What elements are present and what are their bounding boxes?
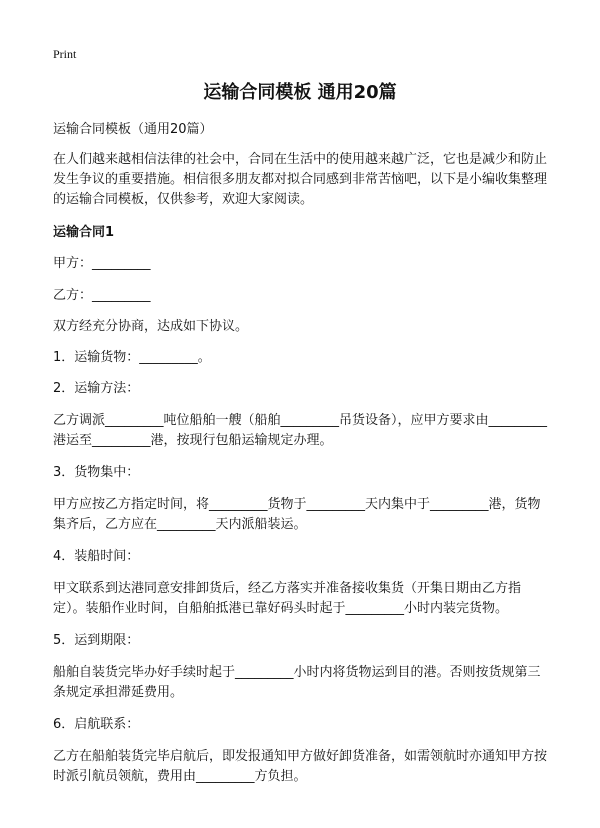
clause-6-title: 6．启航联系： <box>53 717 140 732</box>
page-title: 运输合同模板 通用20篇 <box>203 82 397 103</box>
clause-5-body: 船舶自装货完毕办好手续时起于_________小时内将货物运到目的港。否则按货规第三条规定承担滞延费用。 <box>53 665 541 700</box>
clause-3-title: 3．货物集中： <box>53 465 140 480</box>
clause-2-title: 2．运输方法： <box>53 381 140 396</box>
intro-paragraph: 在人们越来越相信法律的社会中，合同在生活中的使用越来越广泛，它也是减少和防止发生争议的重要措施。相信很多朋友都对拟合同感到非常苦恼吧，以下是小编收集整理的运输合同模板，仅供参考，欢迎大家阅读。 <box>53 152 548 207</box>
document-body <box>53 120 550 787</box>
clause-5-title: 5．运到期限： <box>53 633 140 648</box>
clause-1-title: 1．运输货物：_________。 <box>53 350 211 365</box>
document-subtitle: 运输合同模板（通用20篇） <box>53 122 213 137</box>
clause-6-body: 乙方在船舶装货完毕启航后，即发报通知甲方做好卸货准备，如需领航时亦通知甲方按时派引航员领航，费用由_________方负担。 <box>53 749 548 784</box>
clause-4-title: 4．装船时间： <box>53 549 140 564</box>
agreement-line: 双方经充分协商，达成如下协议。 <box>53 319 249 334</box>
clause-3-body: 甲方应按乙方指定时间，将_________货物于_________天内集中于_________港，货物集齐后，乙方应在_________天内派船装运。 <box>53 497 541 532</box>
print-link[interactable]: Print <box>53 47 77 61</box>
party-b-line: 乙方：_________ <box>53 288 151 303</box>
section-heading: 运输合同1 <box>53 225 115 240</box>
party-a-line: 甲方：_________ <box>53 256 151 271</box>
clause-4-body: 甲文联系到达港同意安排卸货后，经乙方落实并准备接收集货（开集日期由乙方指定）。装船作业时间，自船舶抵港已靠好码头时起于_________小时内装完货物。 <box>53 581 522 616</box>
clause-2-body: 乙方调派_________吨位船舶一艘（船舶_________吊货设备），应甲方要求由_________港运至_________港，按现行包船运输规定办理。 <box>53 413 548 448</box>
